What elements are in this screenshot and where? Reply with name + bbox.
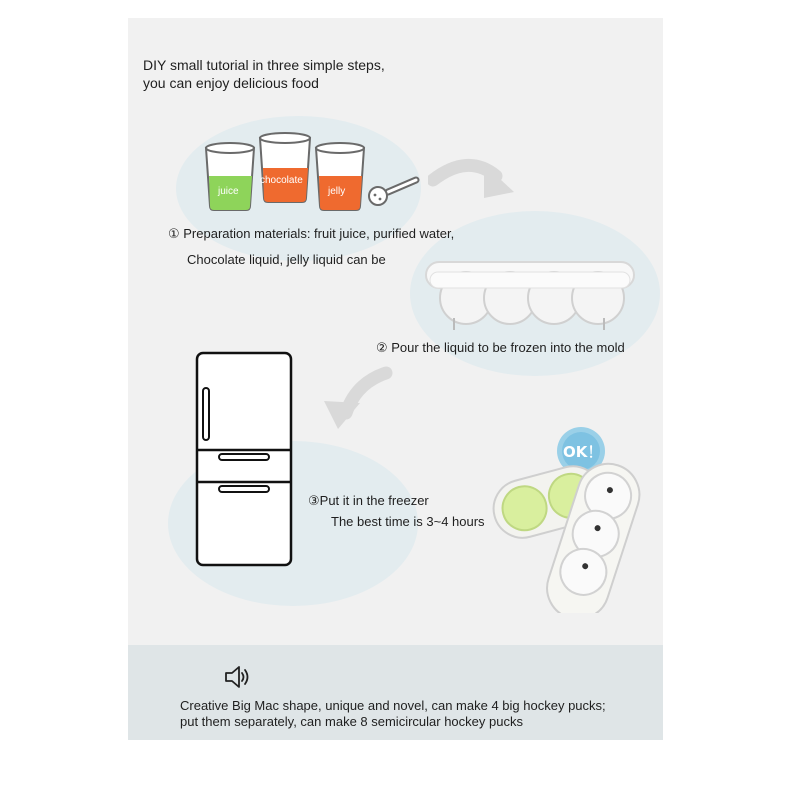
footer-line-1: Creative Big Mac shape, unique and novel, can make 4 big hockey pucks; bbox=[180, 698, 606, 713]
chocolate-cup-icon bbox=[260, 133, 310, 202]
header-line-2: you can enjoy delicious food bbox=[143, 75, 319, 91]
juice-cup-label: juice bbox=[218, 186, 239, 197]
step3-line-1: ③Put it in the freezer bbox=[308, 493, 429, 508]
ice-mold-icon bbox=[424, 258, 639, 338]
step2-line-1: ② Pour the liquid to be frozen into the mold bbox=[376, 340, 625, 355]
jelly-cup-icon bbox=[316, 143, 364, 210]
jelly-cup-label: jelly bbox=[328, 186, 346, 197]
spoon-icon bbox=[369, 180, 416, 205]
footer-line-2: put them separately, can make 8 semicircular hockey pucks bbox=[180, 714, 523, 729]
curved-arrow-right-icon bbox=[428, 148, 518, 208]
juice-cup-icon bbox=[206, 143, 254, 210]
header-line-1: DIY small tutorial in three simple steps, bbox=[143, 57, 385, 73]
speaker-icon bbox=[224, 665, 252, 689]
cups-illustration bbox=[198, 128, 428, 218]
step3-line-2: The best time is 3~4 hours bbox=[331, 514, 485, 529]
step1-line-1: ① Preparation materials: fruit juice, purified water, bbox=[168, 226, 455, 241]
tutorial-panel bbox=[128, 18, 663, 740]
fridge-icon bbox=[194, 350, 294, 570]
ok-badge-text: OK！ bbox=[563, 443, 603, 461]
finished-mold-icon bbox=[488, 423, 663, 613]
chocolate-cup-label: chocolate bbox=[260, 175, 303, 186]
curved-arrow-left-icon bbox=[316, 363, 396, 433]
step1-line-2: Chocolate liquid, jelly liquid can be bbox=[187, 252, 386, 267]
footer-band bbox=[128, 645, 663, 740]
